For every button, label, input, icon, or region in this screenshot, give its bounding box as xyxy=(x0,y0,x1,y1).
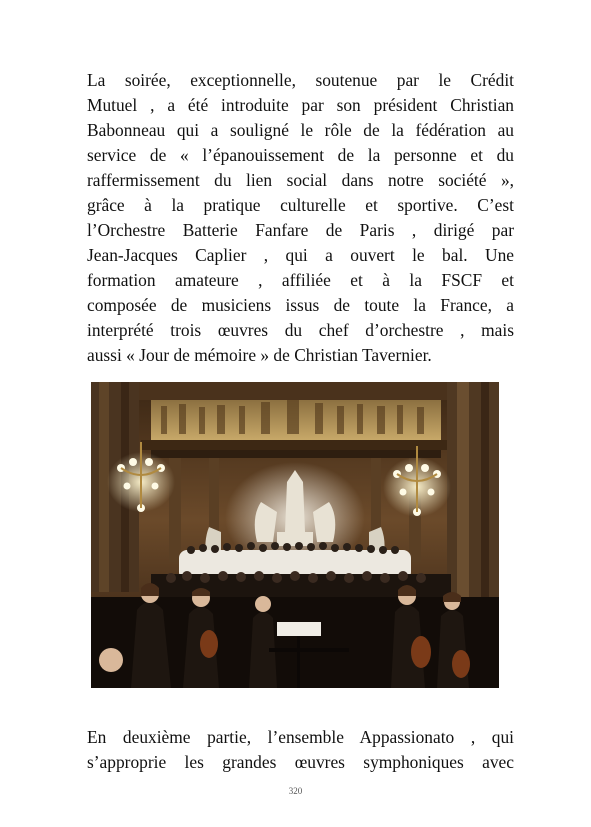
page-number: 320 xyxy=(288,786,303,796)
text-line: s’approprie les grandes œuvres symphoniques avec xyxy=(87,752,514,772)
concert-photo xyxy=(91,382,499,688)
text-line: interprété trois œuvres du chef d’orchestre , mais xyxy=(87,320,514,340)
text-line: Mutuel , a été introduite par son président Christian xyxy=(87,95,514,115)
text-line: Jean-Jacques Caplier , qui a ouvert le bal. Une xyxy=(87,245,514,265)
text-line: composée de musiciens issus de toute la France, a xyxy=(87,295,514,315)
paragraph-concert-evening xyxy=(87,68,514,368)
text-line: Babonneau qui a souligné le rôle de la fédération au xyxy=(87,120,514,140)
text-line: grâce à la pratique culturelle et sportive. C’est xyxy=(87,195,514,215)
text-line: formation amateure , affiliée et à la FSCF et xyxy=(87,270,514,290)
text-line: aussi « Jour de mémoire » de Christian Tavernier. xyxy=(87,345,432,365)
paragraph-second-part xyxy=(87,725,514,775)
text-line: En deuxième partie, l’ensemble Appassionato , qui xyxy=(87,727,514,747)
text-line: service de « l’épanouissement de la personne et du xyxy=(87,145,514,165)
text-line: La soirée, exceptionnelle, soutenue par le Crédit xyxy=(87,70,514,90)
text-line: l’Orchestre Batterie Fanfare de Paris , dirigé par xyxy=(87,220,514,240)
text-line: raffermissement du lien social dans notre société », xyxy=(87,170,514,190)
